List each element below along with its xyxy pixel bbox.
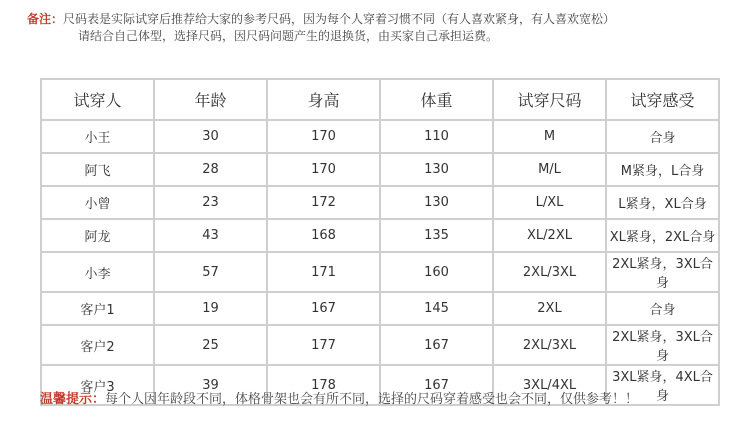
- cell-feeling: 3XL紧身，4XL合身: [606, 365, 719, 405]
- cell-weight: 110: [380, 120, 493, 153]
- cell-tester: 小李: [41, 252, 154, 292]
- cell-height: 170: [267, 120, 380, 153]
- header-height: 身高: [267, 79, 380, 120]
- table-row: [41, 325, 719, 365]
- cell-size: L/XL: [493, 186, 606, 219]
- cell-size: 3XL/4XL: [493, 365, 606, 405]
- cell-feeling: M紧身，L合身: [606, 153, 719, 186]
- cell-tester: 小王: [41, 120, 154, 153]
- table-row: [41, 219, 719, 252]
- header-size: 试穿尺码: [493, 79, 606, 120]
- cell-feeling: 2XL紧身，3XL合身: [606, 252, 719, 292]
- cell-height: 170: [267, 153, 380, 186]
- table-row: [41, 120, 719, 153]
- cell-tester: 客户1: [41, 292, 154, 325]
- cell-weight: 145: [380, 292, 493, 325]
- header-weight: 体重: [380, 79, 493, 120]
- tip-text: 每个人因年龄段不同，体格骨架也会有所不同，选择的尺码穿着感受也会不同，仅供参考！！: [105, 392, 639, 407]
- warm-tip: [40, 391, 730, 409]
- size-chart-table: [40, 78, 720, 406]
- header-age: 年龄: [154, 79, 267, 120]
- cell-height: 171: [267, 252, 380, 292]
- cell-age: 39: [154, 365, 267, 405]
- cell-feeling: 2XL紧身，3XL合身: [606, 325, 719, 365]
- cell-tester: 阿龙: [41, 219, 154, 252]
- cell-size: M: [493, 120, 606, 153]
- table-header-row: [41, 79, 719, 120]
- cell-feeling: L紧身，XL合身: [606, 186, 719, 219]
- header-tester: 试穿人: [41, 79, 154, 120]
- cell-age: 43: [154, 219, 267, 252]
- cell-height: 178: [267, 365, 380, 405]
- cell-size: XL/2XL: [493, 219, 606, 252]
- cell-weight: 167: [380, 365, 493, 405]
- size-note: [27, 11, 727, 45]
- header-feeling: 试穿感受: [606, 79, 719, 120]
- cell-size: 2XL: [493, 292, 606, 325]
- cell-size: M/L: [493, 153, 606, 186]
- cell-tester: 小曾: [41, 186, 154, 219]
- cell-tester: 客户2: [41, 325, 154, 365]
- cell-weight: 160: [380, 252, 493, 292]
- cell-weight: 130: [380, 153, 493, 186]
- cell-age: 30: [154, 120, 267, 153]
- cell-feeling: 合身: [606, 292, 719, 325]
- cell-size: 2XL/3XL: [493, 252, 606, 292]
- cell-weight: 135: [380, 219, 493, 252]
- cell-feeling: 合身: [606, 120, 719, 153]
- note-line-2: 请结合自己体型，选择尺码，因尺码问题产生的退换货，由买家自己承担运费。: [78, 29, 499, 43]
- cell-height: 177: [267, 325, 380, 365]
- cell-tester: 客户3: [41, 365, 154, 405]
- table-row: [41, 252, 719, 292]
- cell-age: 23: [154, 186, 267, 219]
- note-label: 备注：: [27, 12, 64, 26]
- cell-feeling: XL紧身，2XL合身: [606, 219, 719, 252]
- tip-label: 温馨提示：: [40, 392, 106, 407]
- cell-weight: 130: [380, 186, 493, 219]
- note-line-1: 尺码表是实际试穿后推荐给大家的参考尺码，因为每个人穿着习惯不同（有人喜欢紧身，有人喜欢宽松）: [63, 12, 616, 26]
- cell-tester: 阿飞: [41, 153, 154, 186]
- cell-weight: 167: [380, 325, 493, 365]
- table-row: [41, 153, 719, 186]
- cell-age: 57: [154, 252, 267, 292]
- cell-age: 25: [154, 325, 267, 365]
- cell-height: 168: [267, 219, 380, 252]
- cell-height: 172: [267, 186, 380, 219]
- cell-height: 167: [267, 292, 380, 325]
- cell-age: 28: [154, 153, 267, 186]
- table-row: [41, 292, 719, 325]
- table-row: [41, 186, 719, 219]
- cell-age: 19: [154, 292, 267, 325]
- cell-size: 2XL/3XL: [493, 325, 606, 365]
